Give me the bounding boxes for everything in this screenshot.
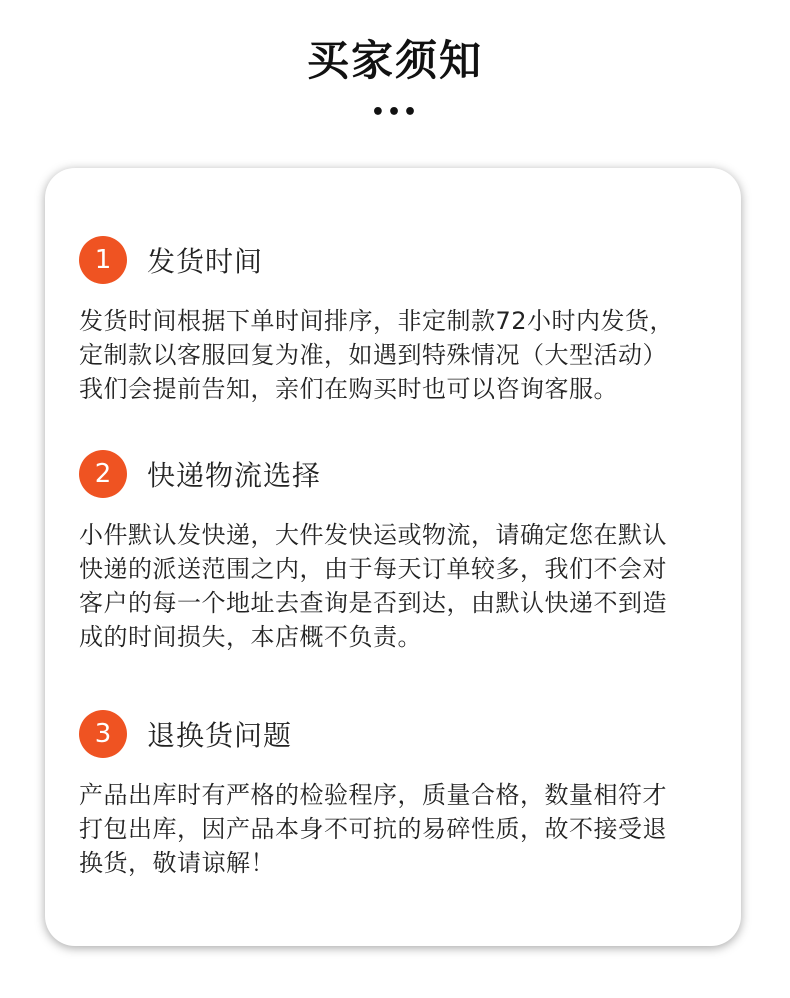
body-line: 换货，敬请谅解！	[79, 849, 275, 877]
body-line: 定制款以客服回复为准，如遇到特殊情况（大型活动）	[79, 341, 667, 369]
body-line: 小件默认发快递，大件发快运或物流，请确定您在默认	[79, 521, 667, 549]
section-header	[79, 708, 719, 760]
section-title: 快递物流选择	[147, 459, 322, 492]
body-line: 发货时间根据下单时间排序，非定制款72小时内发货，	[79, 307, 675, 335]
section-returns	[79, 708, 719, 880]
section-body	[79, 778, 719, 880]
section-header	[79, 448, 719, 500]
section-body	[79, 304, 719, 406]
body-line: 成的时间损失，本店概不负责。	[79, 623, 422, 651]
section-title: 退换货问题	[147, 719, 293, 752]
section-shipping-time	[79, 234, 719, 406]
title-dots-decoration: •••	[370, 100, 420, 125]
body-line: 我们会提前告知，亲们在购买时也可以咨询客服。	[79, 375, 618, 403]
body-line: 产品出库时有严格的检验程序，质量合格，数量相符才	[79, 781, 667, 809]
body-line: 打包出库，因产品本身不可抗的易碎性质，故不接受退	[79, 815, 667, 843]
section-body	[79, 518, 719, 654]
number-badge: 2	[79, 450, 127, 498]
section-logistics	[79, 448, 719, 654]
body-line: 快递的派送范围之内，由于每天订单较多，我们不会对	[79, 555, 667, 583]
body-line: 客户的每一个地址去查询是否到达，由默认快递不到造	[79, 589, 667, 617]
section-title: 发货时间	[147, 245, 264, 278]
page-title: 买家须知	[306, 36, 483, 85]
notice-card	[45, 168, 741, 946]
number-badge: 1	[79, 236, 127, 284]
section-header	[79, 234, 719, 286]
number-badge: 3	[79, 710, 127, 758]
